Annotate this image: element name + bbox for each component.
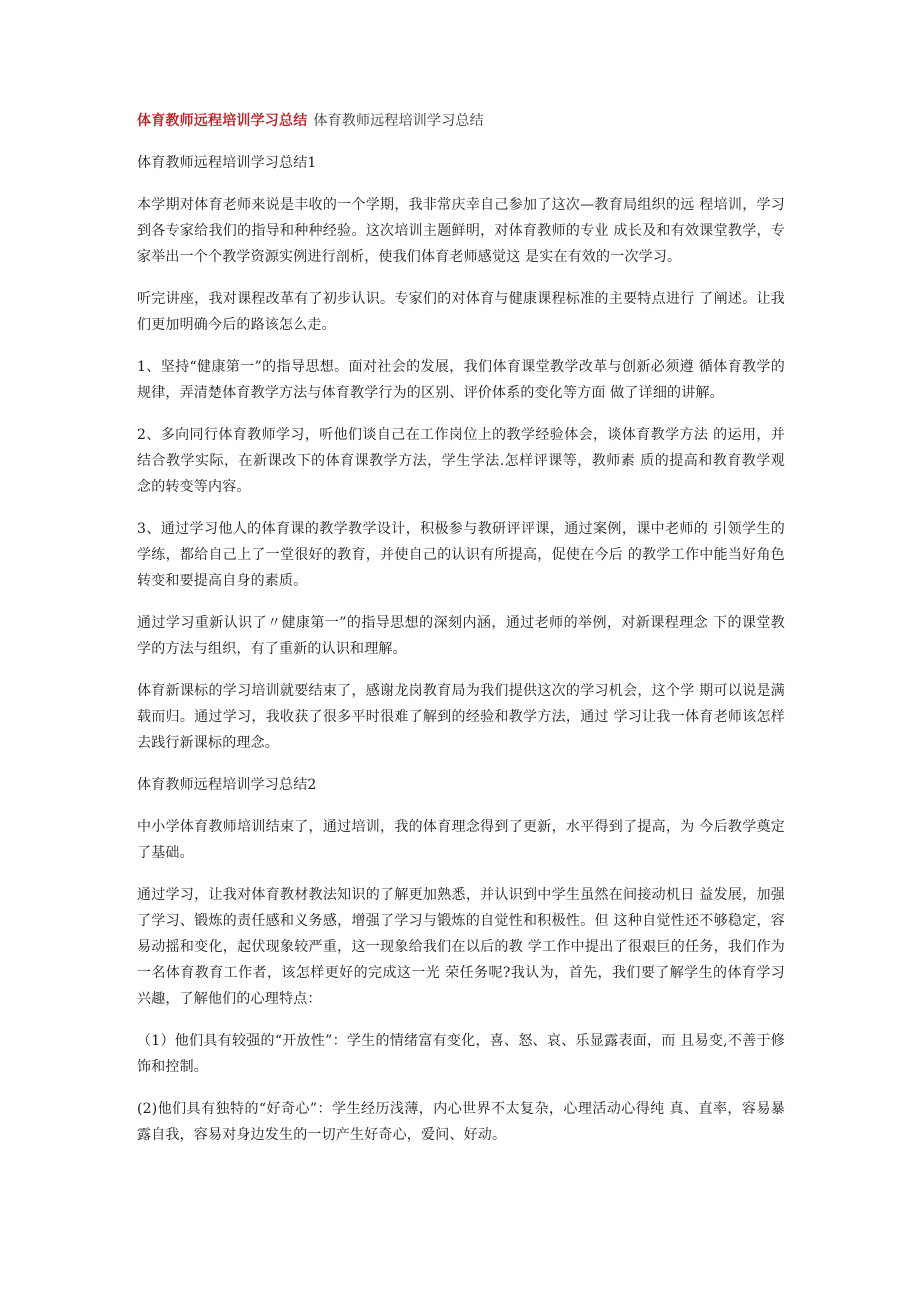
section-1-paragraph-5: 3、通过学习他人的体育课的教学教学设计，积极参与教研评评课，通过案例，课中老师的 引领学生的学练，都给自己上了一堂很好的教育，并使自己的认识有所提高，促使在今后 的教学工作中能当好角色转变和要提高自身的素质。 (137, 521, 785, 589)
section-2-paragraph-1: 中小学体育教师培训结束了，通过培训，我的体育理念得到了更新，水平得到了提高，为 今后教学奠定了基础。 (137, 819, 785, 861)
document-title-subtitle: 体育教师远程培训学习总结 (313, 113, 484, 129)
section-1-paragraph-3: 1、坚持“健康第一”的指导思想。面对社会的发展，我们体育课堂教学改革与创新必须遵 循体育教学的规律，弄清楚体育教学方法与体育教学行为的区别、评价体系的变化等方面 做了详细的讲解。 (137, 359, 785, 401)
document-page (137, 108, 785, 1164)
section-1-paragraph-2: 听完讲座，我对课程改革有了初步认识。专家们的对体育与健康课程标准的主要特点进行 了阐述。让我们更加明确今后的路该怎么走。 (137, 291, 785, 333)
section-1-paragraph-7: 体育新课标的学习培训就要结束了，感谢龙岗教育局为我们提供这次的学习机会，这个学 期可以说是满载而归。通过学习，我收获了很多平时很难了解到的经验和教学方法，通过 学习让我一体育老师该怎样去践行新课标的理念。 (137, 683, 785, 751)
section-2-paragraph-2: 通过学习，让我对体育教材教法知识的了解更加熟悉，并认识到中学生虽然在间接动机日 益发展，加强了学习、锻炼的责任感和义务感，增强了学习与锻炼的自觉性和积极性。但 这种自觉性还不够稳定，容易动摇和变化，起伏现象较严重，这一现象给我们在以后的教 学工作中提出了很艰巨的任务，我们作为一名体育教育工作者，该怎样更好的完成这一光 荣任务呢?我认为，首先，我们要了解学生的体育学习兴趣，了解他们的心理特点： (137, 887, 785, 1007)
section-1-paragraph-6: 通过学习重新认识了〃健康第一”的指导思想的深刻内涵，通过老师的举例，对新课程理念 下的课堂教学的方法与组织，有了重新的认识和理解。 (137, 615, 785, 657)
section-1-paragraph-4: 2、多向同行体育教师学习，听他们谈自己在工作岗位上的教学经验体会，谈体育教学方法 的运用，并结合教学实际，在新课改下的体育课教学方法，学生学法.怎样评课等，教师素 质的提高和教育教学观念的转变等内容。 (137, 427, 785, 495)
section-1-heading: 体育教师远程培训学习总结1 (137, 155, 317, 171)
section-2-heading: 体育教师远程培训学习总结2 (137, 777, 317, 793)
section-2-paragraph-3: （1）他们具有较强的“开放性”：学生的情绪富有变化，喜、怒、哀、乐显露表面，而 且易变,不善于修饰和控制。 (137, 1033, 785, 1075)
document-title (137, 108, 785, 134)
section-2-paragraph-4: (2)他们具有独特的“好奇心”：学生经历浅薄，内心世界不太复杂，心理活动心得纯 真、直率，容易暴露自我，容易对身边发生的一切产生好奇心，爱问、好动。 (137, 1101, 785, 1143)
document-title-bold: 体育教师远程培训学习总结 (137, 113, 308, 129)
section-1-paragraph-1: 本学期对体育老师来说是丰收的一个学期，我非常庆幸自己参加了这次—教育局组织的远 程培训，学习到各专家给我们的指导和种种经验。这次培训主题鲜明，对体育教师的专业 成长及和有效课堂教学，专家举出一个个教学资源实例进行剖析，使我们体育老师感觉这 是实在有效的一次学习。 (137, 197, 785, 265)
